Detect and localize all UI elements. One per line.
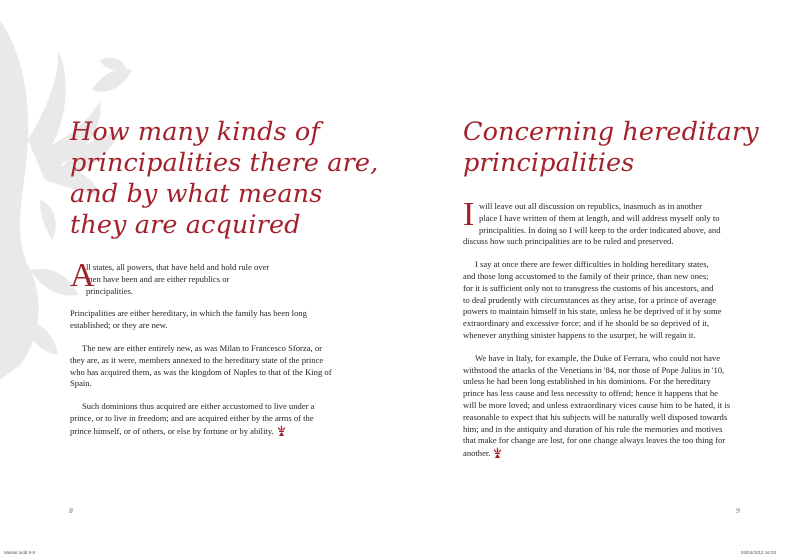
drop-cap: A bbox=[70, 257, 95, 294]
chapter-title bbox=[463, 117, 783, 179]
title-line: principalities bbox=[463, 148, 635, 178]
text-line: men have been and are either republics or bbox=[86, 273, 230, 284]
title-line: How many kinds of bbox=[70, 117, 320, 147]
text-line bbox=[70, 425, 360, 438]
paragraph bbox=[70, 343, 360, 390]
page-number: 8 bbox=[69, 506, 73, 515]
text-line: powers to maintain himself in his state, unless he be deprived of it by some bbox=[463, 306, 722, 317]
text-line: The new are either entirely new, as was Milan to Francesco Sforza, or bbox=[82, 342, 322, 353]
text-line: and those long accustomed to the family of their prince, than new ones; bbox=[463, 270, 709, 281]
text-line bbox=[463, 447, 773, 460]
drop-cap: I bbox=[463, 196, 475, 233]
text-line: reasonable to expect that his subjects will be naturally well disposed towards bbox=[463, 411, 728, 422]
title-line: and by what means bbox=[70, 179, 323, 209]
paragraph bbox=[70, 308, 360, 332]
page-number: 9 bbox=[736, 506, 740, 515]
text-line: will leave out all discussion on republics, inasmuch as in another bbox=[479, 201, 703, 211]
opening-paragraph bbox=[70, 257, 360, 297]
text-line: for it is sufficient only not to transgress the customs of his ancestors, and bbox=[463, 282, 714, 293]
fleur-de-lis-end-mark-icon bbox=[493, 447, 502, 458]
chapter-title bbox=[70, 117, 379, 241]
text-line: place I have written of them at length, and will address myself only to bbox=[479, 212, 720, 223]
print-slug-file: Master.indd 8-9 bbox=[4, 550, 36, 555]
text-line: to deal prudently with circumstances as they arise, for a prince of average bbox=[463, 294, 717, 305]
text-line: who has acquired them, as was the kingdom of Naples to that of the King of bbox=[70, 366, 332, 377]
text-line: ll states, all powers, that have held and hold rule over bbox=[86, 262, 270, 272]
body-text bbox=[70, 257, 360, 438]
text-line: him; and in the antiquity and duration of his rule the memories and motives bbox=[463, 423, 723, 434]
body-text bbox=[463, 196, 773, 460]
text-line: unless he had been long established in his dominions. For the hereditary bbox=[463, 376, 711, 387]
title-line: principalities there are, bbox=[70, 148, 379, 178]
text-line: We have in Italy, for example, the Duke of Ferrara, who could not have bbox=[475, 352, 721, 363]
text-line: discuss how such principalities are to be ruled and preserved. bbox=[463, 236, 674, 247]
text-line: prince, or to live in freedom; and are acquired either by the arms of the bbox=[70, 412, 314, 423]
paragraph bbox=[70, 401, 360, 437]
text-line: Such dominions thus acquired are either accustomed to live under a bbox=[82, 401, 315, 412]
paragraph bbox=[463, 353, 773, 460]
opening-paragraph bbox=[463, 196, 773, 248]
print-slug-date: 03/04/2012 16:33 bbox=[741, 550, 777, 555]
text-line: Principalities are either hereditary, in which the family has been long bbox=[70, 308, 307, 319]
text-line: prince has less cause and less necessity to offend; hence it happens that he bbox=[463, 388, 718, 399]
text-line: principalities. In doing so I will keep to the order indicated above, and bbox=[479, 224, 721, 235]
text-line: established; or they are new. bbox=[70, 320, 168, 331]
text-line: whenever anything sinister happens to the usurper, he will regain it. bbox=[463, 329, 696, 340]
text-line-content: prince himself, or of others, or else by fortune or by ability. bbox=[70, 425, 274, 436]
text-line: I say at once there are fewer difficulties in holding hereditary states, bbox=[475, 259, 709, 270]
text-line: withstood the attacks of the Venetians in '84, nor those of Pope Julius in '10, bbox=[463, 364, 725, 375]
text-line: will be more loved; and unless extraordinary vices cause him to be hated, it is bbox=[463, 399, 731, 410]
title-line: they are acquired bbox=[70, 210, 301, 240]
text-line: extraordinary and excessive force; and if he should be so deprived of it, bbox=[463, 318, 710, 329]
text-line: they are, as it were, members annexed to the hereditary state of the prince bbox=[70, 354, 324, 365]
paragraph bbox=[463, 259, 773, 342]
text-line: principalities. bbox=[86, 285, 134, 296]
right-page bbox=[405, 0, 810, 545]
text-line: Spain. bbox=[70, 378, 92, 389]
title-line: Concerning hereditary bbox=[463, 117, 759, 147]
fleur-de-lis-end-mark-icon bbox=[277, 425, 286, 436]
left-page bbox=[0, 0, 405, 545]
text-line-content: another. bbox=[463, 448, 491, 459]
text-line: that make for change are lost, for one change always leaves the too thing for bbox=[463, 435, 726, 446]
